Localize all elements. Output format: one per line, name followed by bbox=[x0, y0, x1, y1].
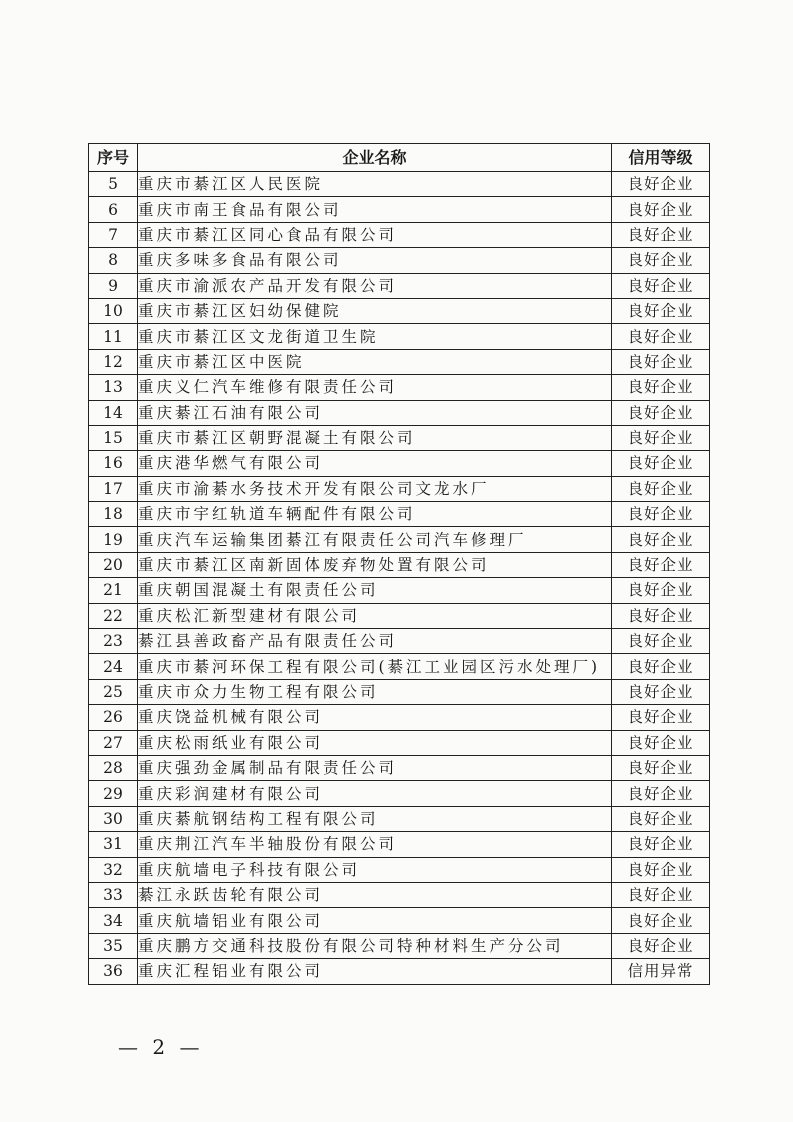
table-row bbox=[89, 832, 710, 857]
row-company-name: 重庆綦航钢结构工程有限公司 bbox=[138, 806, 612, 831]
row-serial-number: 19 bbox=[89, 527, 138, 552]
table-row bbox=[89, 476, 710, 501]
row-company-name: 重庆航墙铝业有限公司 bbox=[138, 908, 612, 933]
header-credit-level: 信用等级 bbox=[612, 144, 710, 172]
table-row bbox=[89, 324, 710, 349]
row-company-name: 重庆市綦江区南新固体废弃物处置有限公司 bbox=[138, 552, 612, 577]
row-company-name: 重庆市綦江区妇幼保健院 bbox=[138, 298, 612, 323]
row-serial-number: 6 bbox=[89, 197, 138, 222]
table-row bbox=[89, 882, 710, 907]
row-credit-level: 良好企业 bbox=[612, 730, 710, 755]
row-credit-level: 良好企业 bbox=[612, 781, 710, 806]
row-credit-level: 良好企业 bbox=[612, 933, 710, 958]
row-credit-level: 信用异常 bbox=[612, 959, 710, 984]
table-row bbox=[89, 425, 710, 450]
row-credit-level: 良好企业 bbox=[612, 476, 710, 501]
row-serial-number: 34 bbox=[89, 908, 138, 933]
row-serial-number: 30 bbox=[89, 806, 138, 831]
row-serial-number: 28 bbox=[89, 755, 138, 780]
row-credit-level: 良好企业 bbox=[612, 882, 710, 907]
table-row bbox=[89, 248, 710, 273]
table-row bbox=[89, 273, 710, 298]
row-serial-number: 14 bbox=[89, 400, 138, 425]
row-credit-level: 良好企业 bbox=[612, 425, 710, 450]
row-serial-number: 7 bbox=[89, 222, 138, 247]
row-credit-level: 良好企业 bbox=[612, 172, 710, 197]
row-credit-level: 良好企业 bbox=[612, 755, 710, 780]
table-row bbox=[89, 552, 710, 577]
row-serial-number: 31 bbox=[89, 832, 138, 857]
row-company-name: 重庆航墙电子科技有限公司 bbox=[138, 857, 612, 882]
row-credit-level: 良好企业 bbox=[612, 248, 710, 273]
row-credit-level: 良好企业 bbox=[612, 578, 710, 603]
row-company-name: 重庆彩润建材有限公司 bbox=[138, 781, 612, 806]
row-company-name: 重庆市綦江区人民医院 bbox=[138, 172, 612, 197]
row-serial-number: 18 bbox=[89, 502, 138, 527]
row-company-name: 重庆朝国混凝土有限责任公司 bbox=[138, 578, 612, 603]
table-row bbox=[89, 705, 710, 730]
row-company-name: 重庆饶益机械有限公司 bbox=[138, 705, 612, 730]
row-company-name: 重庆市綦江区同心食品有限公司 bbox=[138, 222, 612, 247]
table-row bbox=[89, 603, 710, 628]
row-credit-level: 良好企业 bbox=[612, 298, 710, 323]
table-row bbox=[89, 857, 710, 882]
row-serial-number: 9 bbox=[89, 273, 138, 298]
row-serial-number: 13 bbox=[89, 375, 138, 400]
row-serial-number: 32 bbox=[89, 857, 138, 882]
row-serial-number: 22 bbox=[89, 603, 138, 628]
table-row bbox=[89, 298, 710, 323]
row-credit-level: 良好企业 bbox=[612, 324, 710, 349]
table-row bbox=[89, 375, 710, 400]
row-serial-number: 17 bbox=[89, 476, 138, 501]
row-credit-level: 良好企业 bbox=[612, 654, 710, 679]
table-row bbox=[89, 527, 710, 552]
row-company-name: 重庆市綦江区文龙街道卫生院 bbox=[138, 324, 612, 349]
row-serial-number: 25 bbox=[89, 679, 138, 704]
row-credit-level: 良好企业 bbox=[612, 857, 710, 882]
table-row bbox=[89, 654, 710, 679]
row-credit-level: 良好企业 bbox=[612, 451, 710, 476]
row-serial-number: 10 bbox=[89, 298, 138, 323]
row-company-name: 重庆市南王食品有限公司 bbox=[138, 197, 612, 222]
row-credit-level: 良好企业 bbox=[612, 552, 710, 577]
row-serial-number: 23 bbox=[89, 629, 138, 654]
table-row bbox=[89, 629, 710, 654]
row-serial-number: 16 bbox=[89, 451, 138, 476]
row-serial-number: 33 bbox=[89, 882, 138, 907]
row-company-name: 重庆多味多食品有限公司 bbox=[138, 248, 612, 273]
row-serial-number: 11 bbox=[89, 324, 138, 349]
row-company-name: 重庆松雨纸业有限公司 bbox=[138, 730, 612, 755]
table-row bbox=[89, 400, 710, 425]
table-row bbox=[89, 959, 710, 984]
table-row bbox=[89, 502, 710, 527]
table-row bbox=[89, 933, 710, 958]
header-serial-number: 序号 bbox=[89, 144, 138, 172]
row-credit-level: 良好企业 bbox=[612, 375, 710, 400]
row-company-name: 綦江县善政畜产品有限责任公司 bbox=[138, 629, 612, 654]
table-row bbox=[89, 349, 710, 374]
row-company-name: 重庆市綦河环保工程有限公司(綦江工业园区污水处理厂) bbox=[138, 654, 612, 679]
row-company-name: 重庆市渝派农产品开发有限公司 bbox=[138, 273, 612, 298]
table-row bbox=[89, 679, 710, 704]
row-credit-level: 良好企业 bbox=[612, 806, 710, 831]
row-credit-level: 良好企业 bbox=[612, 908, 710, 933]
row-credit-level: 良好企业 bbox=[612, 679, 710, 704]
row-serial-number: 5 bbox=[89, 172, 138, 197]
row-company-name: 重庆荆江汽车半轴股份有限公司 bbox=[138, 832, 612, 857]
row-credit-level: 良好企业 bbox=[612, 527, 710, 552]
row-credit-level: 良好企业 bbox=[612, 273, 710, 298]
row-company-name: 重庆市众力生物工程有限公司 bbox=[138, 679, 612, 704]
row-serial-number: 24 bbox=[89, 654, 138, 679]
table-row bbox=[89, 755, 710, 780]
row-company-name: 綦江永跃齿轮有限公司 bbox=[138, 882, 612, 907]
table-row bbox=[89, 806, 710, 831]
row-credit-level: 良好企业 bbox=[612, 832, 710, 857]
table-row bbox=[89, 781, 710, 806]
row-credit-level: 良好企业 bbox=[612, 400, 710, 425]
table-header-row bbox=[89, 144, 710, 172]
row-company-name: 重庆市綦江区朝野混凝土有限公司 bbox=[138, 425, 612, 450]
row-company-name: 重庆市宇红轨道车辆配件有限公司 bbox=[138, 502, 612, 527]
row-company-name: 重庆松汇新型建材有限公司 bbox=[138, 603, 612, 628]
row-company-name: 重庆綦江石油有限公司 bbox=[138, 400, 612, 425]
row-serial-number: 8 bbox=[89, 248, 138, 273]
row-credit-level: 良好企业 bbox=[612, 603, 710, 628]
row-company-name: 重庆汽车运输集团綦江有限责任公司汽车修理厂 bbox=[138, 527, 612, 552]
table-row bbox=[89, 172, 710, 197]
table-row bbox=[89, 908, 710, 933]
row-company-name: 重庆强劲金属制品有限责任公司 bbox=[138, 755, 612, 780]
row-serial-number: 21 bbox=[89, 578, 138, 603]
table-body bbox=[89, 172, 710, 985]
row-credit-level: 良好企业 bbox=[612, 705, 710, 730]
row-serial-number: 29 bbox=[89, 781, 138, 806]
row-company-name: 重庆义仁汽车维修有限责任公司 bbox=[138, 375, 612, 400]
table-row bbox=[89, 197, 710, 222]
row-company-name: 重庆鹏方交通科技股份有限公司特种材料生产分公司 bbox=[138, 933, 612, 958]
row-company-name: 重庆港华燃气有限公司 bbox=[138, 451, 612, 476]
row-company-name: 重庆市綦江区中医院 bbox=[138, 349, 612, 374]
table-row bbox=[89, 222, 710, 247]
row-serial-number: 27 bbox=[89, 730, 138, 755]
row-company-name: 重庆汇程铝业有限公司 bbox=[138, 959, 612, 984]
table-row bbox=[89, 730, 710, 755]
table-row bbox=[89, 451, 710, 476]
row-credit-level: 良好企业 bbox=[612, 629, 710, 654]
row-serial-number: 36 bbox=[89, 959, 138, 984]
row-serial-number: 12 bbox=[89, 349, 138, 374]
table-row bbox=[89, 578, 710, 603]
row-serial-number: 20 bbox=[89, 552, 138, 577]
row-credit-level: 良好企业 bbox=[612, 502, 710, 527]
row-serial-number: 35 bbox=[89, 933, 138, 958]
row-credit-level: 良好企业 bbox=[612, 349, 710, 374]
header-company-name: 企业名称 bbox=[138, 144, 612, 172]
row-serial-number: 15 bbox=[89, 425, 138, 450]
credit-rating-table bbox=[88, 143, 710, 985]
row-credit-level: 良好企业 bbox=[612, 197, 710, 222]
page-number: — 2 — bbox=[118, 1035, 204, 1059]
row-serial-number: 26 bbox=[89, 705, 138, 730]
row-credit-level: 良好企业 bbox=[612, 222, 710, 247]
row-company-name: 重庆市渝綦水务技术开发有限公司文龙水厂 bbox=[138, 476, 612, 501]
